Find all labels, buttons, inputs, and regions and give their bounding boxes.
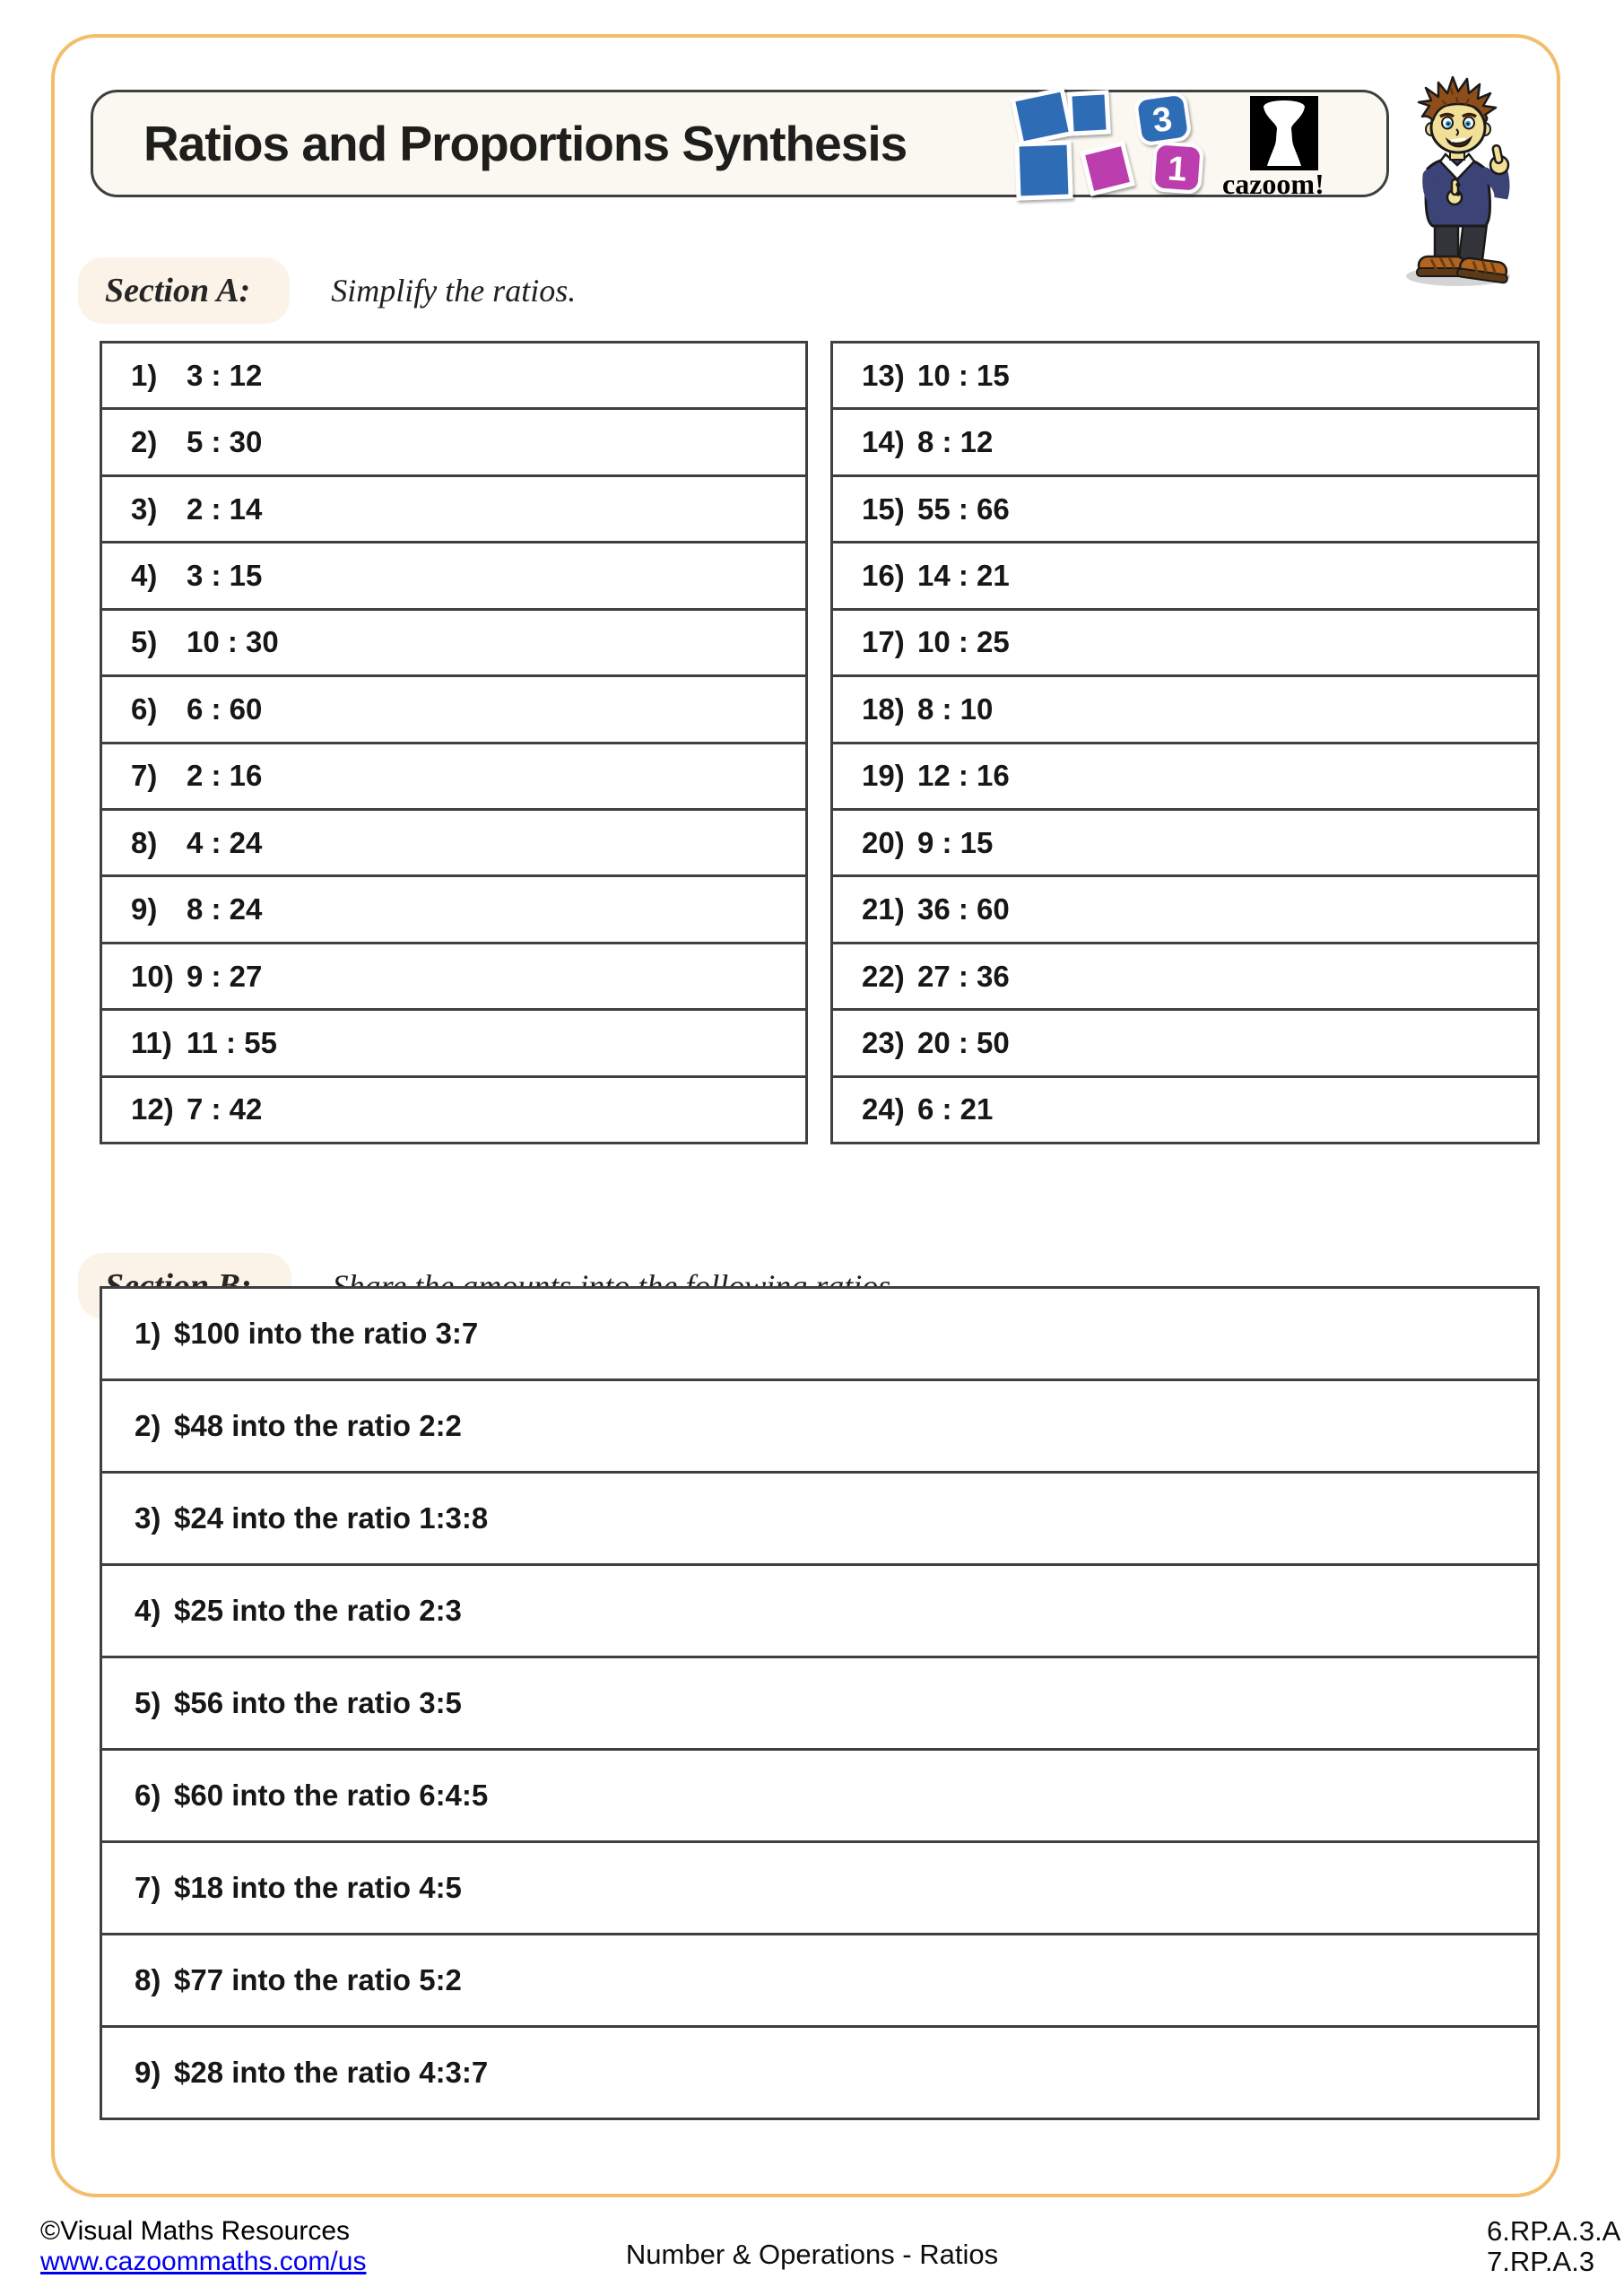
ratio-item <box>833 611 1537 677</box>
item-text: $77 into the ratio 5:2 <box>174 1963 462 1996</box>
item-ratio: 27 : 36 <box>917 959 1010 993</box>
ratio-item <box>833 544 1537 610</box>
ratio-item <box>833 744 1537 811</box>
ratio-item <box>833 877 1537 944</box>
share-item <box>102 1751 1537 1843</box>
item-number: 21) <box>862 892 905 926</box>
item-number: 1) <box>131 358 158 392</box>
svg-text:1: 1 <box>1166 150 1188 189</box>
item-text: $60 into the ratio 6:4:5 <box>174 1779 489 1812</box>
item-number: 8) <box>131 825 158 859</box>
item-ratio: 10 : 30 <box>187 625 279 659</box>
item-text: $25 into the ratio 2:3 <box>174 1594 462 1627</box>
item-number: 11) <box>131 1025 172 1059</box>
ratio-item <box>833 811 1537 877</box>
item-number: 2) <box>131 425 158 459</box>
ratio-item <box>833 944 1537 1011</box>
item-ratio: 2 : 14 <box>187 491 263 526</box>
footer-category: Number & Operations - Ratios <box>625 2239 999 2270</box>
drum-icon <box>1250 96 1318 170</box>
ratio-item <box>102 1078 805 1142</box>
item-number: 14) <box>862 425 905 459</box>
mascot-boy-illustration <box>1401 61 1519 291</box>
ratio-item <box>102 944 805 1011</box>
ratio-table-left <box>100 341 808 1144</box>
ratio-item <box>102 544 805 610</box>
item-number: 16) <box>862 558 905 592</box>
share-item <box>102 1566 1537 1658</box>
ratio-table-right <box>830 341 1540 1144</box>
item-text: $18 into the ratio 4:5 <box>174 1871 462 1904</box>
item-number: 23) <box>862 1025 905 1059</box>
item-text: $48 into the ratio 2:2 <box>174 1409 462 1442</box>
item-ratio: 55 : 66 <box>917 491 1010 526</box>
item-number: 17) <box>862 625 905 659</box>
item-ratio: 2 : 16 <box>187 759 263 793</box>
footer-copyright: ©Visual Maths Resources <box>40 2216 351 2246</box>
item-number: 3) <box>131 491 158 526</box>
item-ratio: 4 : 24 <box>187 825 263 859</box>
footer-website-link[interactable]: www.cazoommaths.com/us <box>40 2247 367 2276</box>
svg-text:3: 3 <box>1150 100 1175 141</box>
item-text: $28 into the ratio 4:3:7 <box>174 2056 489 2089</box>
item-ratio: 3 : 12 <box>187 358 263 392</box>
ratio-item <box>102 477 805 544</box>
footer-standards <box>1487 2216 1620 2277</box>
item-ratio: 8 : 12 <box>917 425 994 459</box>
page-title: Ratios and Proportions Synthesis <box>143 116 908 171</box>
ratio-item <box>102 877 805 944</box>
ratio-item <box>102 1011 805 1077</box>
item-number: 18) <box>862 691 905 726</box>
item-ratio: 6 : 21 <box>917 1092 994 1126</box>
ratio-item <box>833 344 1537 410</box>
item-number: 10) <box>131 959 174 993</box>
ratio-item <box>833 1011 1537 1077</box>
item-ratio: 14 : 21 <box>917 558 1010 592</box>
item-number: 8) <box>135 1963 161 1996</box>
item-ratio: 6 : 60 <box>187 691 263 726</box>
section-a-label-pill <box>78 257 290 324</box>
ratio-item <box>102 811 805 877</box>
share-item <box>102 1289 1537 1381</box>
item-ratio: 8 : 10 <box>917 691 994 726</box>
item-ratio: 8 : 24 <box>187 892 263 926</box>
item-number: 24) <box>862 1092 905 1126</box>
ratio-item <box>833 477 1537 544</box>
share-item <box>102 2028 1537 2118</box>
item-ratio: 3 : 15 <box>187 558 263 592</box>
item-ratio: 5 : 30 <box>187 425 263 459</box>
item-ratio: 7 : 42 <box>187 1092 263 1126</box>
item-number: 5) <box>135 1686 161 1719</box>
standard-code-2: 7.RP.A.3 <box>1487 2246 1595 2277</box>
item-ratio: 10 : 15 <box>917 358 1010 392</box>
ratio-item <box>833 677 1537 744</box>
ratio-item <box>102 744 805 811</box>
share-item <box>102 1658 1537 1751</box>
ratio-item <box>833 410 1537 476</box>
ratio-item <box>102 410 805 476</box>
cazoom-logo <box>1010 87 1343 209</box>
item-ratio: 11 : 55 <box>187 1025 277 1059</box>
standard-code-1: 6.RP.A.3.A <box>1487 2215 1621 2247</box>
item-number: 4) <box>135 1594 161 1627</box>
item-number: 9) <box>131 892 158 926</box>
ratio-item <box>102 677 805 744</box>
item-number: 22) <box>862 959 905 993</box>
item-number: 6) <box>135 1779 161 1812</box>
item-ratio: 9 : 27 <box>187 959 263 993</box>
item-ratio: 10 : 25 <box>917 625 1010 659</box>
share-item <box>102 1474 1537 1566</box>
number-tile-1 <box>1152 143 1203 193</box>
item-number: 7) <box>135 1871 161 1904</box>
item-ratio: 20 : 50 <box>917 1025 1010 1059</box>
share-item <box>102 1381 1537 1474</box>
section-a-instruction: Simplify the ratios. <box>331 273 577 309</box>
share-amounts-table <box>100 1286 1540 2120</box>
item-number: 1) <box>135 1317 161 1350</box>
number-tile-3 <box>1135 92 1191 144</box>
item-number: 2) <box>135 1409 161 1442</box>
item-number: 20) <box>862 825 905 859</box>
item-number: 15) <box>862 491 905 526</box>
worksheet-header <box>91 90 1389 200</box>
item-text: $56 into the ratio 3:5 <box>174 1686 462 1719</box>
brand-wordmark: cazoom! <box>1222 168 1324 200</box>
item-number: 19) <box>862 759 905 793</box>
item-number: 6) <box>131 691 158 726</box>
logo-squares-icon <box>1012 90 1132 198</box>
item-number: 5) <box>131 625 158 659</box>
ratio-item <box>102 611 805 677</box>
item-number: 4) <box>131 558 158 592</box>
item-ratio: 36 : 60 <box>917 892 1010 926</box>
page-frame <box>51 34 1560 2197</box>
item-number: 9) <box>135 2056 161 2089</box>
item-ratio: 9 : 15 <box>917 825 994 859</box>
share-item <box>102 1935 1537 2028</box>
item-text: $100 into the ratio 3:7 <box>174 1317 479 1350</box>
item-text: $24 into the ratio 1:3:8 <box>174 1501 489 1535</box>
section-a-label: Section A: <box>105 272 251 309</box>
section-a-header <box>78 257 576 324</box>
item-number: 13) <box>862 358 905 392</box>
item-number: 7) <box>131 759 158 793</box>
ratio-item <box>833 1078 1537 1142</box>
item-number: 3) <box>135 1501 161 1535</box>
share-item <box>102 1843 1537 1935</box>
item-number: 12) <box>131 1092 174 1126</box>
item-ratio: 12 : 16 <box>917 759 1010 793</box>
ratio-item <box>102 344 805 410</box>
